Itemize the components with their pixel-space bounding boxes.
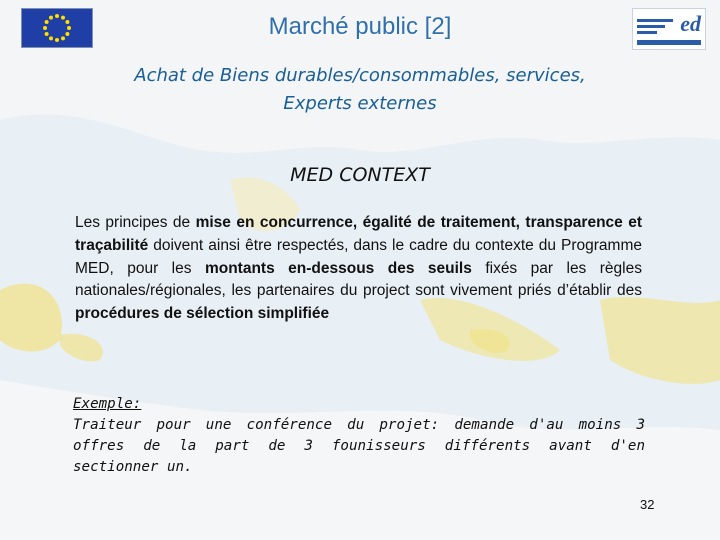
body-text: doivent ainsi être respectés, dans le cadre du contexte du Programme MED, pour les [75,236,642,277]
slide-title: Marché public [2] [268,13,452,40]
example-label: Exemple: [73,396,142,412]
subtitle-line: Achat de Biens durables/consommables, services, [134,65,586,86]
section-heading: MED CONTEXT [290,164,430,186]
body-text-bold: montants en-dessous des seuils [204,259,472,277]
body-text: Les principes de [75,214,196,231]
slide-subtitle [90,62,630,118]
example-block [73,394,645,478]
body-text: fixés par les règles nationales/régionales, les partenaires du project sont vivement priés d’établir des [75,259,642,300]
body-paragraph [75,212,642,326]
example-text: Traiteur pour une conférence du projet: demande d'au moins 3 offres de la part de 3 founisseurs différents avant d'en sectionner un. [73,417,645,475]
med-logo-text: ed [680,11,701,36]
body-text-bold: mise en concurrence, égalité de traitement, transparence et traçabilité [75,214,642,254]
page-number: 32 [640,497,655,512]
subtitle-line: Experts externes [283,93,437,114]
body-text-bold: procédures de sélection simplifiée [75,305,330,323]
